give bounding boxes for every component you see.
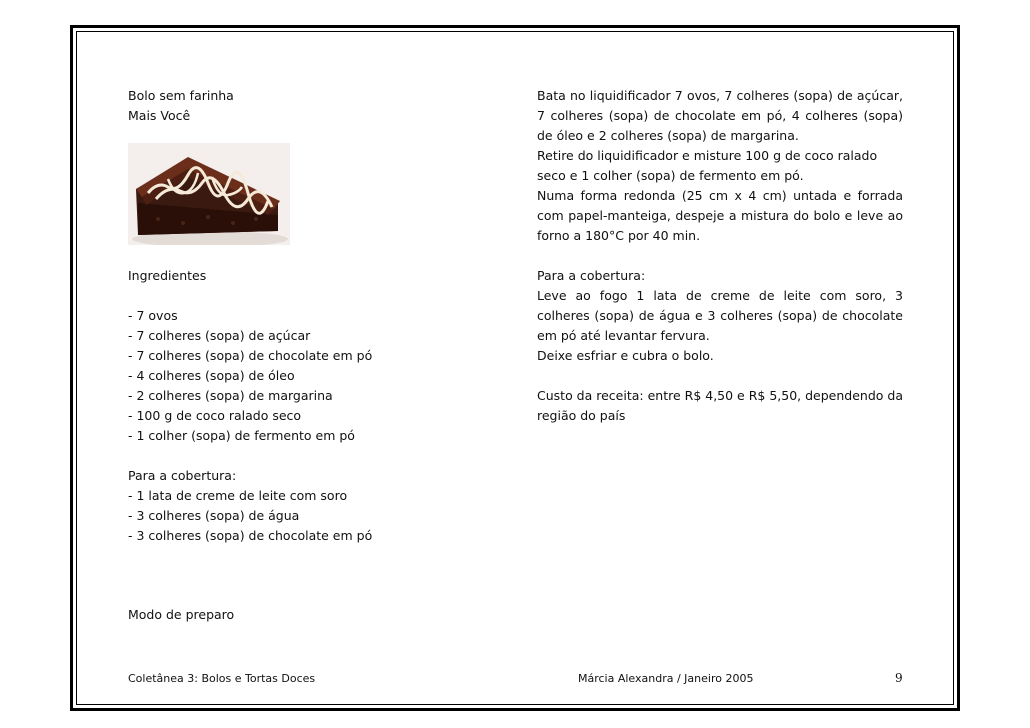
- ingredients-heading: Ingredientes: [128, 268, 207, 283]
- method-step-3: Numa forma redonda (25 cm x 4 cm) untada e forrada com papel-manteiga, despeje a mistura do bolo e leve ao forno a 180°C por 40 min.: [537, 188, 903, 243]
- recipe-source: Mais Você: [128, 108, 191, 123]
- chocolate-cake-slice-icon: [128, 143, 290, 245]
- right-column: [537, 86, 903, 426]
- page-number: 9: [895, 671, 903, 685]
- topping-heading: Para a cobertura:: [128, 468, 237, 483]
- topping-ingredient-item: - 3 colheres (sopa) de chocolate em pó: [128, 528, 373, 543]
- ingredient-item: - 7 colheres (sopa) de açúcar: [128, 328, 311, 343]
- method-topping-step-1: Leve ao fogo 1 lata de creme de leite com soro, 3 colheres (sopa) de água e 3 colheres (sopa) de chocolate em pó até levantar fervura.: [537, 288, 903, 343]
- left-column: [128, 86, 428, 126]
- topping-ingredient-item: - 3 colheres (sopa) de água: [128, 508, 300, 523]
- ingredient-item: - 7 colheres (sopa) de chocolate em pó: [128, 348, 373, 363]
- method-step-1: Bata no liquidificador 7 ovos, 7 colheres (sopa) de açúcar, 7 colheres (sopa) de chocolate em pó, 4 colheres (sopa) de óleo e 2 colheres (sopa) de margarina.: [537, 88, 903, 143]
- footer-author-date: Márcia Alexandra / Janeiro 2005: [578, 672, 754, 685]
- ingredient-item: - 1 colher (sopa) de fermento em pó: [128, 428, 355, 443]
- ingredient-item: - 7 ovos: [128, 308, 178, 323]
- cake-photo: [128, 143, 290, 245]
- method-topping-step-2: Deixe esfriar e cubra o bolo.: [537, 348, 714, 363]
- footer-collection: Coletânea 3: Bolos e Tortas Doces: [128, 672, 316, 685]
- recipe-cost: Custo da receita: entre R$ 4,50 e R$ 5,50, dependendo da região do país: [537, 388, 903, 423]
- ingredients-list: [128, 306, 428, 546]
- method-step-2: Retire do liquidificador e misture 100 g de coco ralado seco e 1 colher (sopa) de fermento em pó.: [537, 148, 878, 183]
- ingredient-item: - 2 colheres (sopa) de margarina: [128, 388, 333, 403]
- ingredient-item: - 4 colheres (sopa) de óleo: [128, 368, 295, 383]
- method-heading: Modo de preparo: [128, 607, 235, 622]
- topping-ingredient-item: - 1 lata de creme de leite com soro: [128, 488, 348, 503]
- ingredient-item: - 100 g de coco ralado seco: [128, 408, 302, 423]
- method-topping-heading: Para a cobertura:: [537, 268, 646, 283]
- recipe-title: Bolo sem farinha: [128, 88, 234, 103]
